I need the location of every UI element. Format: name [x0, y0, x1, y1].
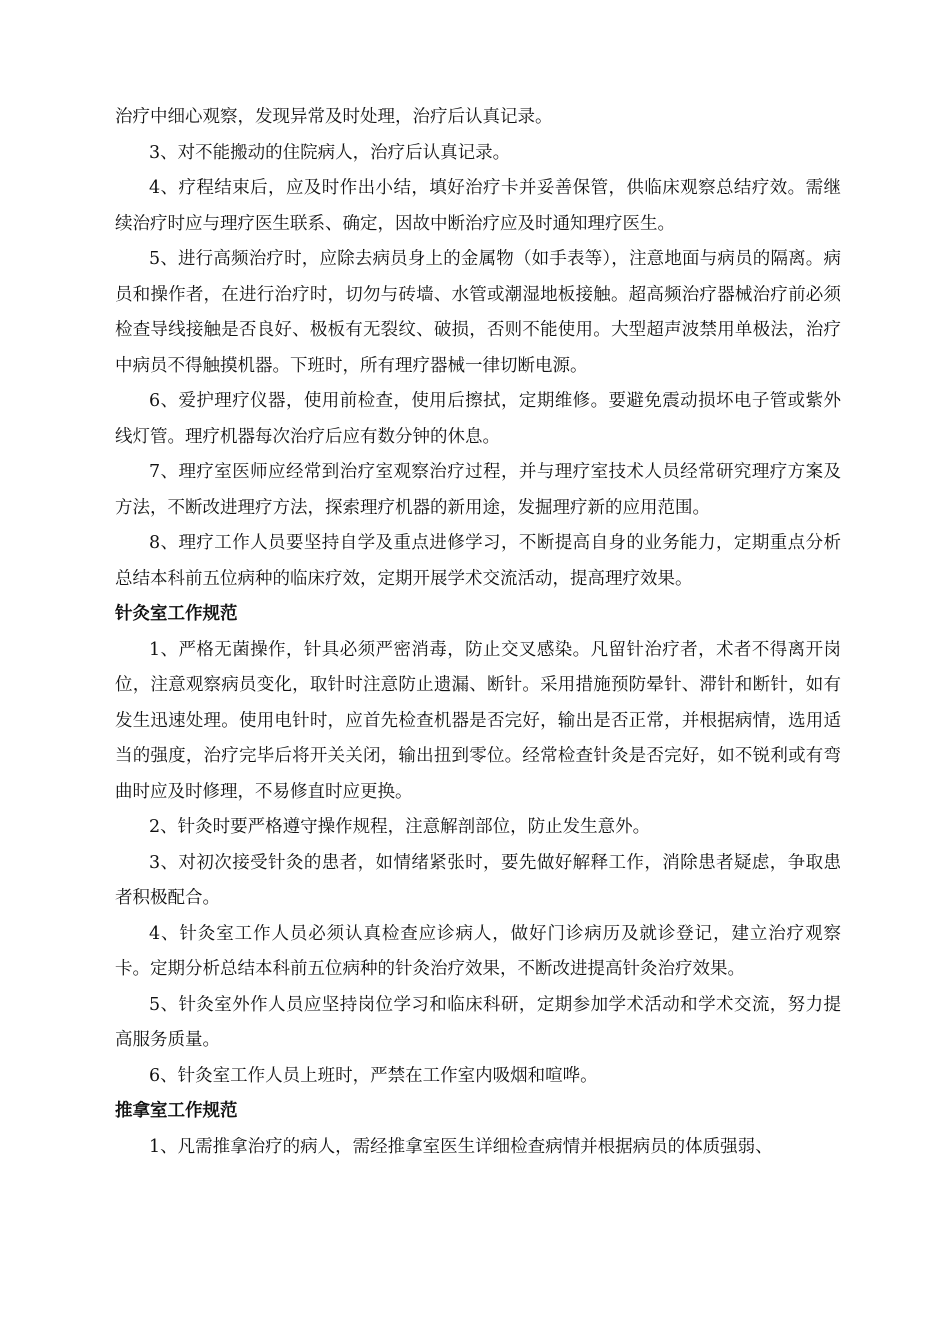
paragraph-continuation: 治疗中细心观察，发现异常及时处理，治疗后认真记录。	[115, 107, 553, 127]
paragraph-item-8: 8、理疗工作人员要坚持自学及重点进修学习，不断提高自身的业务能力，定期重点分析总结本科前五位病种的临床疗效，定期开展学术交流活动，提高理疗效果。	[115, 533, 841, 589]
section-heading-massage: 推拿室工作规范	[115, 1101, 238, 1121]
acupuncture-item-2: 2、针灸时要严格遵守操作规程，注意解剖部位，防止发生意外。	[149, 817, 651, 837]
acupuncture-item-1: 1、严格无菌操作，针具必须严密消毒，防止交叉感染。凡留针治疗者，术者不得离开岗位，注意观察病员变化，取针时注意防止遗漏、断针。采用措施预防晕针、滞针和断针，如有发生迅速处理。使用电针时，应首先检查机器是否完好，输出是否正常，并根据病情，选用适当的强度，治疗完毕后将开关关闭，输出扭到零位。经常检查针灸是否完好，如不锐利或有弯曲时应及时修理，不易修直时应更换。	[115, 639, 841, 802]
acupuncture-item-5: 5、针灸室外作人员应坚持岗位学习和临床科研，定期参加学术活动和学术交流，努力提高服务质量。	[115, 994, 841, 1050]
paragraph-item-7: 7、理疗室医师应经常到治疗室观察治疗过程，并与理疗室技术人员经常研究理疗方案及方法，不断改进理疗方法，探索理疗机器的新用途，发掘理疗新的应用范围。	[115, 462, 841, 518]
acupuncture-item-6: 6、针灸室工作人员上班时，严禁在工作室内吸烟和喧哗。	[149, 1065, 598, 1086]
acupuncture-item-4: 4、针灸室工作人员必须认真检查应诊病人，做好门诊病历及就诊登记，建立治疗观察卡。定期分析总结本科前五位病种的针灸治疗效果，不断改进提高针灸治疗效果。	[115, 923, 841, 979]
paragraph-item-5: 5、进行高频治疗时，应除去病员身上的金属物（如手表等），注意地面与病员的隔离。病员和操作者，在进行治疗时，切勿与砖墙、水管或潮湿地板接触。超高频治疗器械治疗前必须检查导线接触是否良好、极板有无裂纹、破损，否则不能使用。大型超声波禁用单极法，治疗中病员不得触摸机器。下班时，所有理疗器械一律切断电源。	[115, 249, 841, 376]
paragraph-item-4: 4、疗程结束后，应及时作出小结，填好治疗卡并妥善保管，供临床观察总结疗效。需继续治疗时应与理疗医生联系、确定，因故中断治疗应及时通知理疗医生。	[115, 178, 841, 234]
acupuncture-item-3: 3、对初次接受针灸的患者，如情绪紧张时，要先做好解释工作，消除患者疑虑，争取患者积极配合。	[115, 852, 841, 908]
document-body	[115, 100, 841, 1165]
paragraph-item-6: 6、爱护理疗仪器，使用前检查，使用后擦拭，定期维修。要避免震动损坏电子管或紫外线灯管。理疗机器每次治疗后应有数分钟的休息。	[115, 391, 841, 447]
section-heading-acupuncture: 针灸室工作规范	[115, 604, 238, 624]
paragraph-item-3: 3、对不能搬动的住院病人，治疗后认真记录。	[149, 142, 511, 163]
massage-item-1: 1、凡需推拿治疗的病人，需经推拿室医生详细检查病情并根据病员的体质强弱、	[149, 1136, 773, 1157]
